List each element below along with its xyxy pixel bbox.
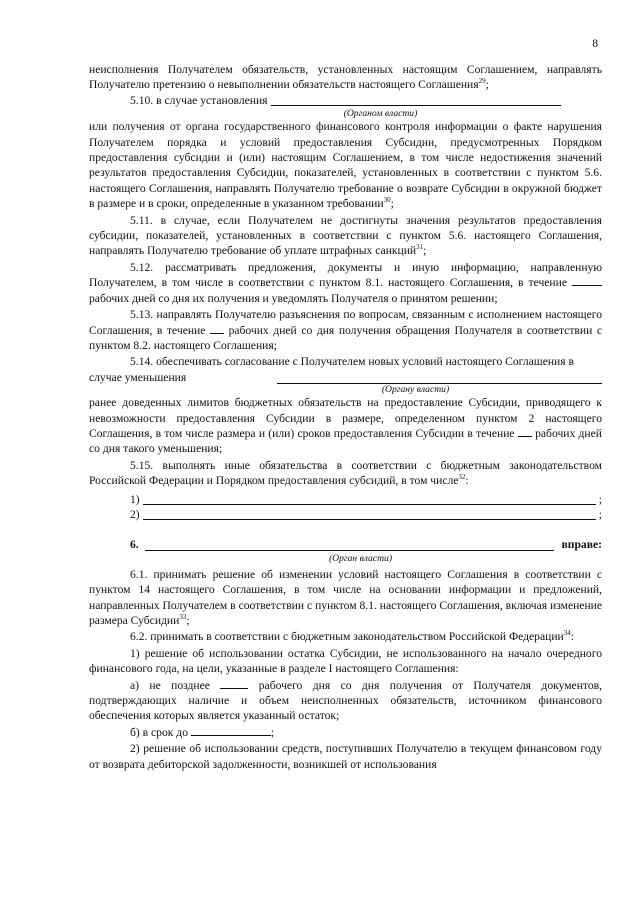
fill-line (143, 507, 596, 520)
clause-5-10-line (89, 93, 602, 108)
clause-5-14-wrap (89, 354, 602, 385)
paragraph-claim (89, 62, 602, 93)
clause-5-10-lead: 5.10. в случае установления (130, 93, 268, 107)
clause-5-14-line (89, 354, 602, 385)
clause-a-text-a: а) не позднее (130, 678, 210, 692)
page-number: 8 (592, 37, 598, 50)
footnote-ref: 29 (478, 77, 486, 86)
clause-5-14-text-b: ранее доведенных лимитов бюджетных обязательств на предоставление Субсидии, приводящего к невозможности предоставления Субсидии в размере, определенном пунктом 2 настоящего Соглашения, в том числе размера и (или) сроков предоставления Субсидии в течение (89, 396, 602, 440)
punct: ; (186, 614, 190, 627)
clause-6-2-1-b (89, 725, 602, 740)
punct: ; (598, 492, 602, 506)
fill-line (143, 492, 596, 505)
blank-days (518, 426, 532, 437)
clause-5-12-text-b: рабочих дней со дня их получения и уведомлять Получателя о принятом решении; (89, 291, 498, 305)
punct: ; (423, 244, 427, 258)
footnote-ref: 32 (458, 473, 466, 482)
clause-5-11-text: 5.11. в случае, если Получателем не достигнуты значения результатов предоставления субсидии, показателей, установленных в соответствии с пунктом 5.6. настоящего Соглашения, направлять Получателю требование об уплате штрафных санкций (89, 213, 602, 258)
clause-6-2-text: 6.2. принимать в соответствии с бюджетным законодательством Российской Федерации (130, 630, 564, 644)
blank-days (572, 275, 602, 286)
clause-6-2-1 (89, 646, 602, 677)
punct: ; (270, 725, 275, 739)
punct: ; (390, 197, 394, 211)
clause-5-14-text-a: 5.14. обеспечивать согласование с Получателем новых условий настоящего Соглашения в случае уменьшения (89, 355, 574, 384)
section-number: 6. (130, 538, 139, 552)
list-item-2 (89, 507, 602, 522)
clause-5-10-text: или получения от органа государственного финансового контроля информации о факте нарушения Получателем порядка и условий предоставления Субсидии, предусмотренных Порядком предоставления субсидии и (или) настоящим Соглашением, в том числе недостижения значений результатов предоставления Субсидии, показателей, установленных в соответствии с пунктом 5.6. настоящего Соглашения, направлять Получателю требование о возврате Субсидии в окружной бюджет в размере и в сроки, определенные в указанном требовании (89, 120, 602, 211)
clause-5-14-body (89, 395, 602, 457)
clause-6-2-2 (89, 741, 602, 772)
clause-5-13-text-b: рабочих дней со дня получения обращения Получателя в соответствии с пунктом 8.2. настоящего Соглашения; (89, 323, 602, 352)
blank-days (210, 323, 224, 334)
fill-line (145, 538, 554, 551)
list-marker: 2) (130, 507, 140, 521)
clause-6-1 (89, 567, 602, 629)
clause-5-11 (89, 213, 602, 259)
clause-5-12-text-a: 5.12. рассматривать предложения, документы и иную информацию, направленную Получателем, в том числе в соответствии с пунктом 8.1. настоящего Соглашения, в течение (89, 260, 602, 290)
paragraph-claim-text: неисполнения Получателем обязательств, установленных настоящим Соглашением, направлять Получателю претензию о невыполнении обязательств настоящего Соглашения (89, 63, 602, 92)
footnote-ref: 33 (179, 613, 187, 621)
clause-6-2-1-text: 1) решение об использовании остатка Субсидии, не использованного на начало очередного финансового года, на цели, указанные в разделе I настоящего Соглашения: (89, 646, 602, 676)
section-6-right: вправе: (561, 538, 602, 552)
punct: ; (485, 78, 489, 92)
caption-organ-nominative: (Орган власти) (328, 552, 393, 564)
punct: ; (598, 507, 602, 521)
blank-date (191, 725, 271, 736)
punct: : (465, 474, 469, 488)
blank-day (220, 678, 248, 689)
clause-6-2-1-a (89, 678, 602, 724)
clause-6-1-text: 6.1. принимать решение об изменении условий настоящего Соглашения в соответствии с пунктом 14 настоящего Соглашения, в том числе на основании информации и предложений, направленных Получателем в соответствии с пунктом 8.1. настоящего Соглашения, включая изменение размера Субсидии (89, 567, 602, 627)
clause-5-12 (89, 260, 602, 306)
footnote-ref: 34 (563, 629, 571, 638)
clause-5-15-text: 5.15. выполнять иные обязательства в соответствии с бюджетным законодательством Российской Федерации и Порядком предоставления субсидий, в том числе (89, 458, 602, 488)
list-marker: 1) (130, 492, 140, 506)
clause-b-text-a: б) в срок до (130, 725, 188, 739)
punct: : (570, 630, 574, 644)
caption-organ: (Органом власти) (343, 108, 418, 120)
clause-6-2-2-text: 2) решение об использовании средств, поступивших Получателю в текущем финансовом году от возврата дебиторской задолженности, возникшей от использования (89, 742, 602, 771)
list-item-1 (89, 492, 602, 507)
clause-a-text-b: рабочего дня со дня получения от Получателя документов, подтверждающих наличие и объем неисполненных обязательств, источником финансового обеспечения которых является указанный остаток; (89, 678, 602, 723)
clause-5-14-text-c: рабочих дней со дня такого уменьшения; (89, 426, 602, 456)
fill-line (271, 93, 561, 106)
footnote-ref: 31 (416, 243, 424, 252)
caption-organ-dative: (Органу власти) (381, 384, 450, 396)
clause-5-15 (89, 458, 602, 489)
clause-5-13 (89, 307, 602, 353)
clause-6-2 (89, 629, 602, 644)
clause-5-13-text-a: 5.13. направлять Получателю разъяснения по вопросам, связанным с исполнением настоящего Соглашения, в течение (89, 308, 602, 337)
clause-5-10-body (89, 119, 602, 211)
section-6-heading (89, 537, 602, 552)
footnote-ref: 30 (383, 196, 391, 205)
